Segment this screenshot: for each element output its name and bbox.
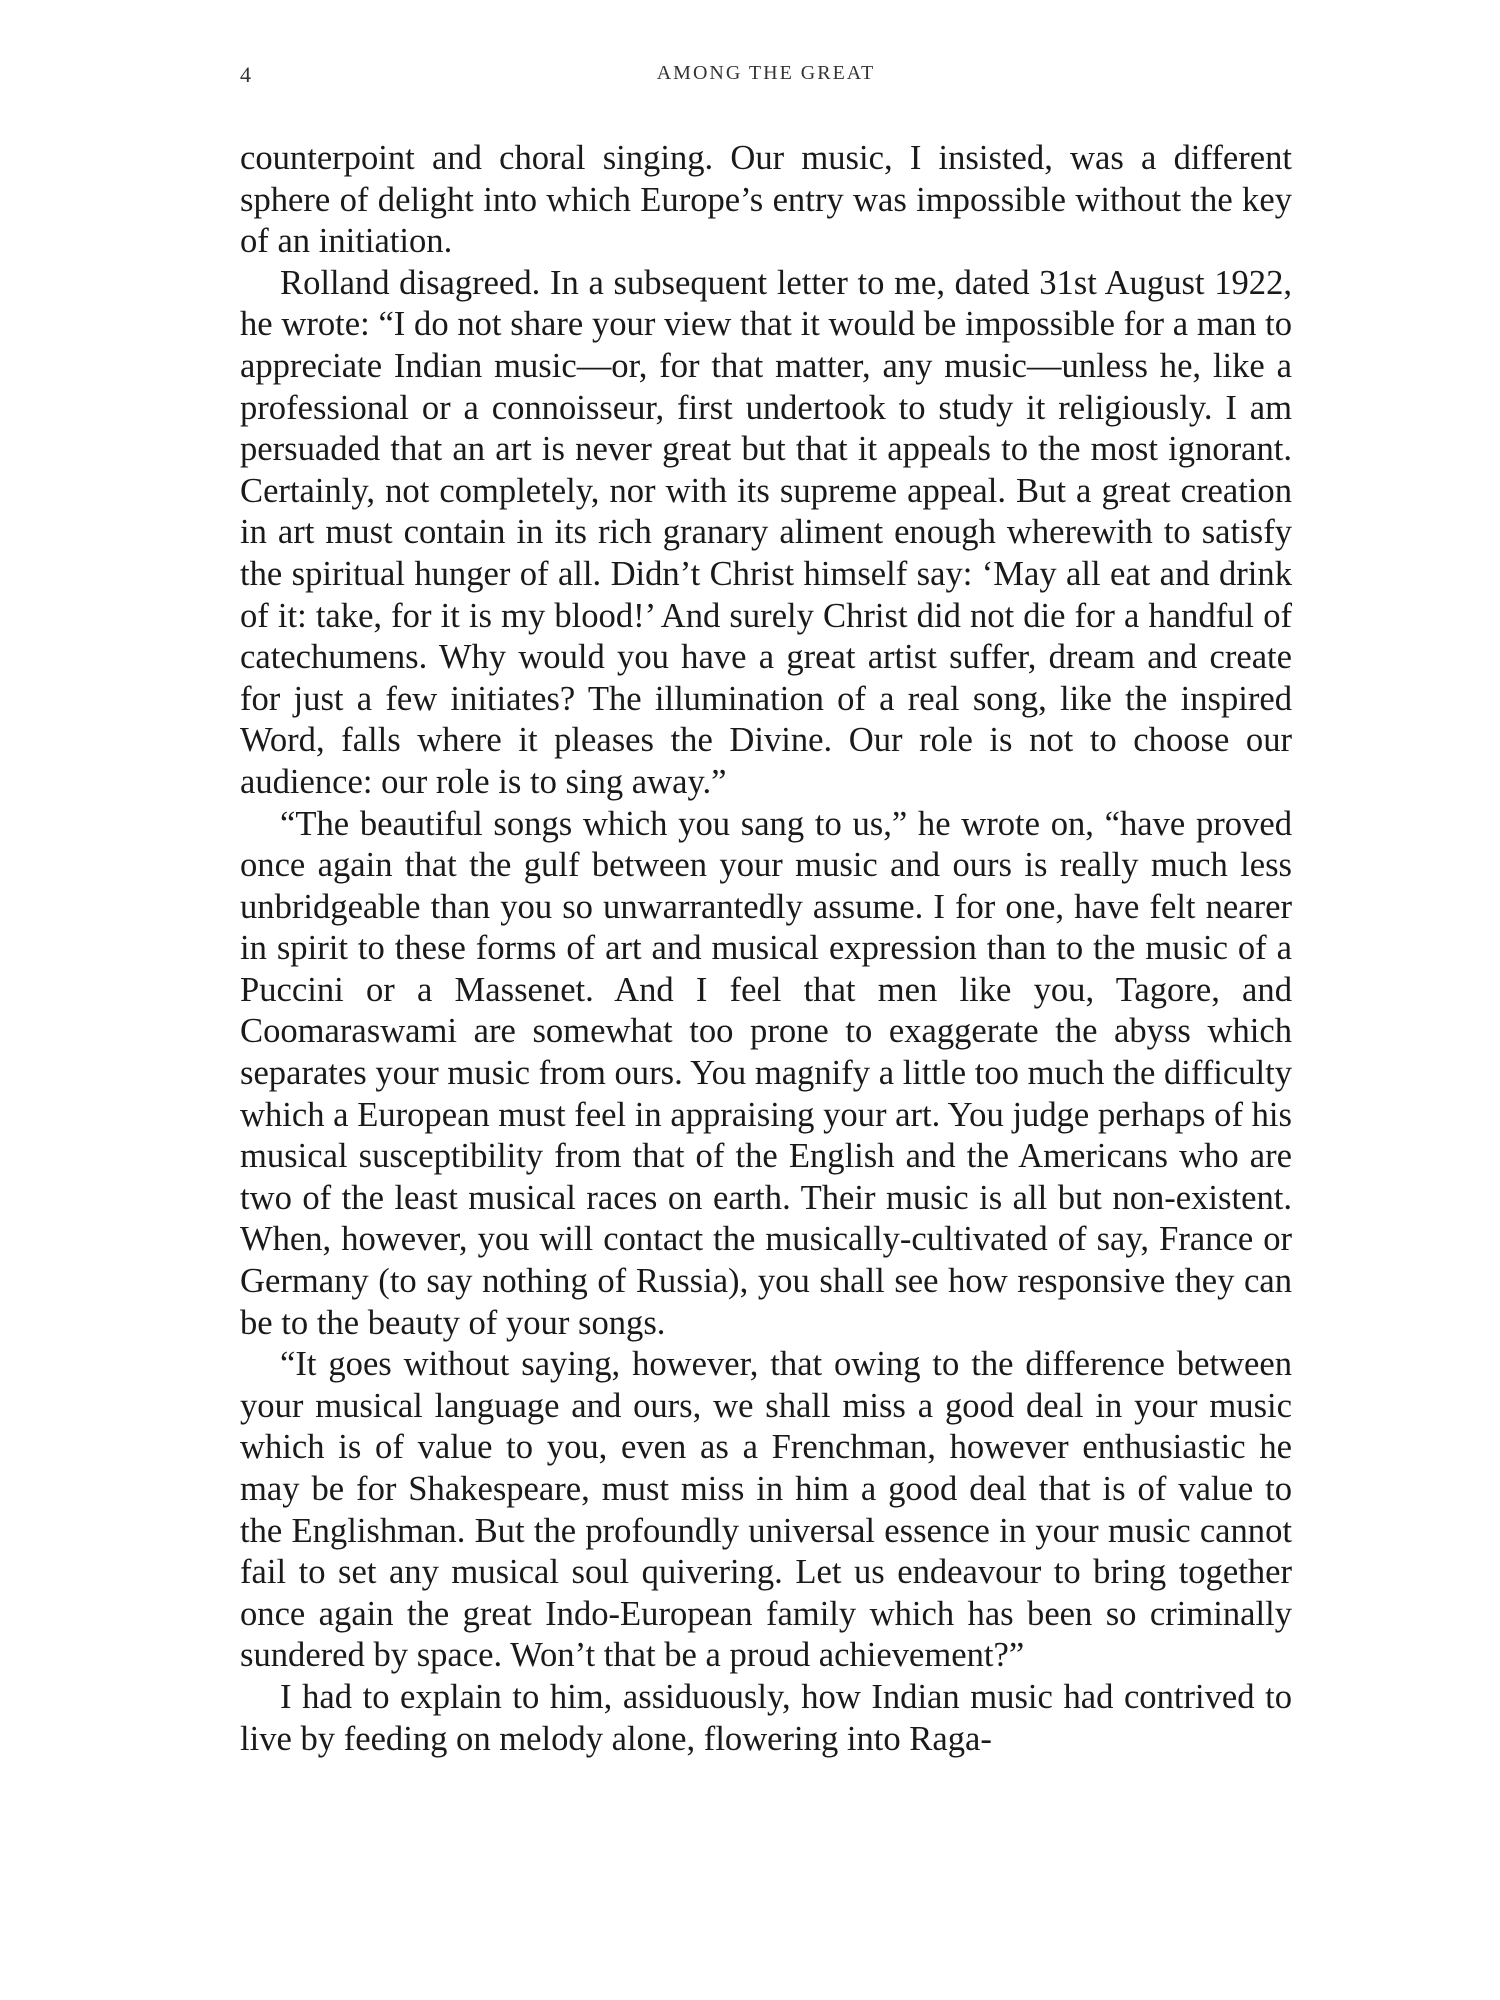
paragraph: “The beautiful songs which you sang to us,” he wrote on, “have proved once again that the gulf between your music and ours is really much less unbridgeable than you so unwarrantedly assume. I for one, have felt nearer in spirit to these forms of art and musical expression than to the music of a Puccini or a Massenet. And I feel that men like you, Tagore, and Coomaraswami are somewhat too prone to exaggerate the abyss which separates your music from ours. You magnify a little too much the difficulty which a European must feel in appraising your art. You judge perhaps of his musical susceptibility from that of the English and the Americans who are two of the least musical races on earth. Their music is all but non-existent. When, however, you will contact the musically-cultivated of say, France or Germany (to say nothing of Russia), you shall see how responsive they can be to the beauty of your songs. xyxy=(240,804,1292,1342)
paragraph: “It goes without saying, however, that owing to the difference between your musical language and ours, we shall miss a good deal in your music which is of value to you, even as a Frenchman, however enthusiastic he may be for Shakespeare, must miss in him a good deal that is of value to the Englishman. But the profoundly universal essence in your music cannot fail to set any musical soul quivering. Let us endeavour to bring together once again the great Indo-European family which has been so criminally sundered by space. Won’t that be a proud achievement?” xyxy=(240,1345,1292,1675)
running-title: AMONG THE GREAT xyxy=(656,62,876,84)
running-head xyxy=(240,62,1292,92)
paragraph-continued: counterpoint and choral singing. Our music, I insisted, was a different sphere of delight into which Europe’s entry was impossible without the key of an initiation. xyxy=(240,139,1292,261)
page-number: 4 xyxy=(240,62,252,87)
body-text xyxy=(240,138,1292,1760)
paragraph: Rolland disagreed. In a subsequent letter to me, dated 31st August 1922, he wrote: “I do not share your view that it would be impossible for a man to appreciate Indian music—or, for that matter, any music—unless he, like a professional or a connoisseur, first undertook to study it religiously. I am persuaded that an art is never great but that it appeals to the most ignorant. Certainly, not completely, nor with its supreme appeal. But a great creation in art must contain in its rich granary aliment enough wherewith to satisfy the spiritual hunger of all. Didn’t Christ himself say: ‘May all eat and drink of it: take, for it is my blood!’ And surely Christ did not die for a handful of catechumens. Why would you have a great artist suffer, dream and create for just a few initiates? The illumination of a real song, like the inspired Word, falls where it pleases the Divine. Our role is not to choose our audience: our role is to sing away.” xyxy=(240,263,1292,801)
paragraph: I had to explain to him, assiduously, how Indian music had contrived to live by feeding on melody alone, flowering into Raga- xyxy=(240,1677,1292,1758)
